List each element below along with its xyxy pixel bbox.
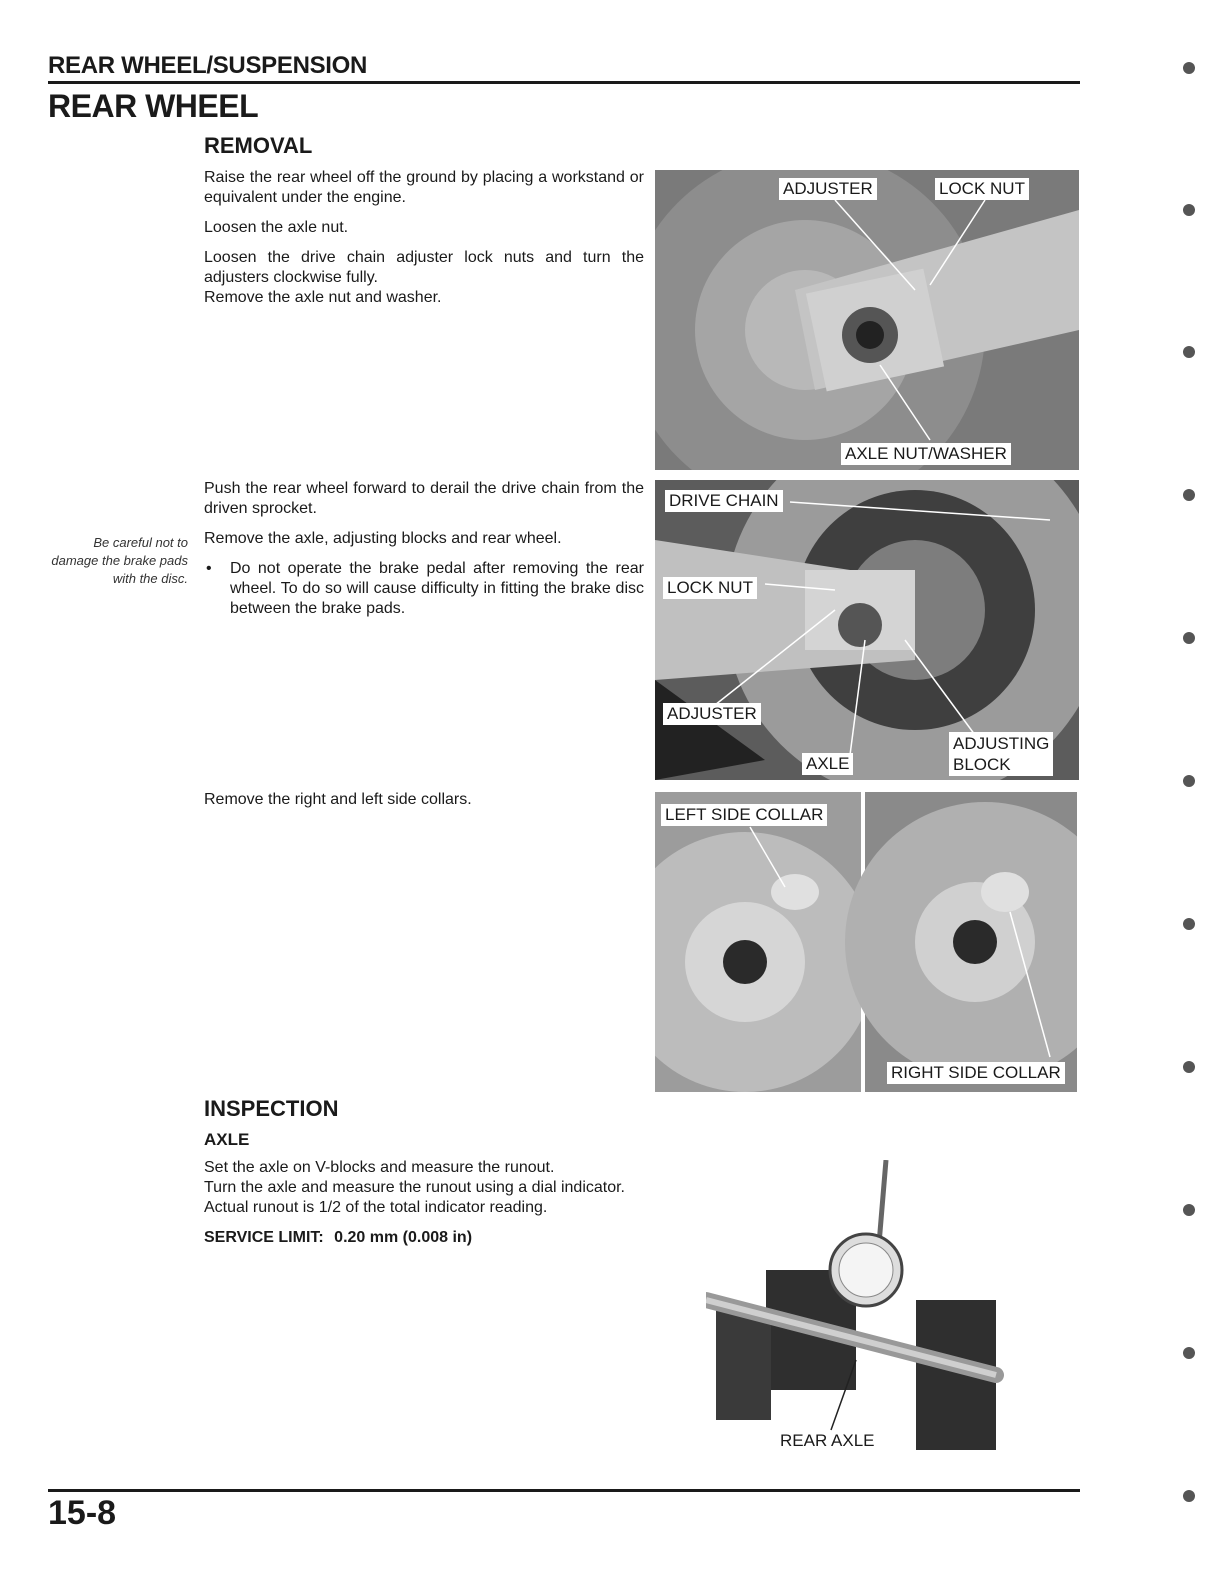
step-loosen-adjuster: Loosen the drive chain adjuster lock nuts and turn the adjusters clockwise fully. [204, 249, 644, 286]
removal-heading: REMOVAL [204, 133, 313, 158]
service-limit-value: 0.20 mm (0.008 in) [334, 1229, 473, 1246]
binder-hole [1183, 1347, 1195, 1359]
step-remove-collars: Remove the right and left side collars. [204, 791, 472, 808]
label-lock-nut: LOCK NUT [935, 178, 1029, 200]
binder-hole [1183, 204, 1195, 216]
step-push-wheel: Push the rear wheel forward to derail the drive chain from the driven sprocket. [204, 480, 644, 517]
step-raise: Raise the rear wheel off the ground by placing a workstand or equivalent under the engine. [204, 169, 644, 206]
binder-hole [1183, 346, 1195, 358]
removal-steps-1 [204, 168, 644, 318]
label-adjuster-2: ADJUSTER [663, 703, 761, 725]
page-number: 15-8 [48, 1494, 117, 1532]
figure-side-collars [655, 792, 1077, 1092]
label-lock-nut-2: LOCK NUT [663, 577, 757, 599]
label-adjusting-block-line-2: BLOCK [953, 755, 1011, 774]
binder-hole [1183, 1204, 1195, 1216]
caution-bullet: • Do not operate the brake pedal after removing the rear wheel. To do so will cause difficulty in fitting the brake disc between the brake pads. [204, 559, 644, 619]
figure-drive-chain [655, 480, 1079, 780]
binder-hole [1183, 489, 1195, 501]
header-rule [48, 81, 1080, 84]
inspection-line-1: Set the axle on V-blocks and measure the runout. [204, 1159, 555, 1176]
step-remove-axle: Remove the axle, adjusting blocks and rear wheel. [204, 530, 562, 547]
label-left-side-collar: LEFT SIDE COLLAR [661, 804, 827, 826]
inspection-heading: INSPECTION [204, 1096, 339, 1121]
label-adjusting-block-line-1: ADJUSTING [953, 734, 1050, 753]
axle-subheading: AXLE [204, 1130, 250, 1149]
binder-hole [1183, 62, 1195, 74]
service-limit [204, 1228, 644, 1248]
label-adjuster: ADJUSTER [779, 178, 877, 200]
label-rear-axle: REAR AXLE [780, 1431, 875, 1450]
binder-hole [1183, 632, 1195, 644]
inspection-line-3: Actual runout is 1/2 of the total indicator reading. [204, 1199, 548, 1216]
service-limit-label: SERVICE LIMIT: [204, 1229, 324, 1246]
figure-rear-axle [706, 1160, 1006, 1460]
photo-wheel-hub [655, 170, 1079, 470]
inspection-text [204, 1158, 644, 1248]
binder-hole [1183, 1490, 1195, 1502]
binder-hole [1183, 775, 1195, 787]
photo-collars [655, 792, 1077, 1092]
page-title: REAR WHEEL [48, 88, 259, 124]
footer-rule [48, 1489, 1080, 1492]
binder-hole [1183, 918, 1195, 930]
side-note: Be careful not to damage the brake pads with the disc. [51, 535, 188, 586]
section-header: REAR WHEEL/SUSPENSION [48, 52, 368, 79]
removal-steps-2 [204, 479, 644, 619]
step-loosen-axle: Loosen the axle nut. [204, 219, 349, 236]
label-axle-nut-washer: AXLE NUT/WASHER [841, 443, 1011, 465]
label-drive-chain: DRIVE CHAIN [665, 490, 783, 512]
inspection-line-2: Turn the axle and measure the runout using a dial indicator. [204, 1179, 625, 1196]
label-right-side-collar: RIGHT SIDE COLLAR [887, 1062, 1065, 1084]
binder-hole [1183, 1061, 1195, 1073]
label-axle: AXLE [802, 753, 853, 775]
step-remove-nut: Remove the axle nut and washer. [204, 289, 442, 306]
figure-adjuster-locknut [655, 170, 1079, 470]
label-adjusting-block [949, 732, 1053, 776]
photo-v-blocks [706, 1160, 1006, 1460]
